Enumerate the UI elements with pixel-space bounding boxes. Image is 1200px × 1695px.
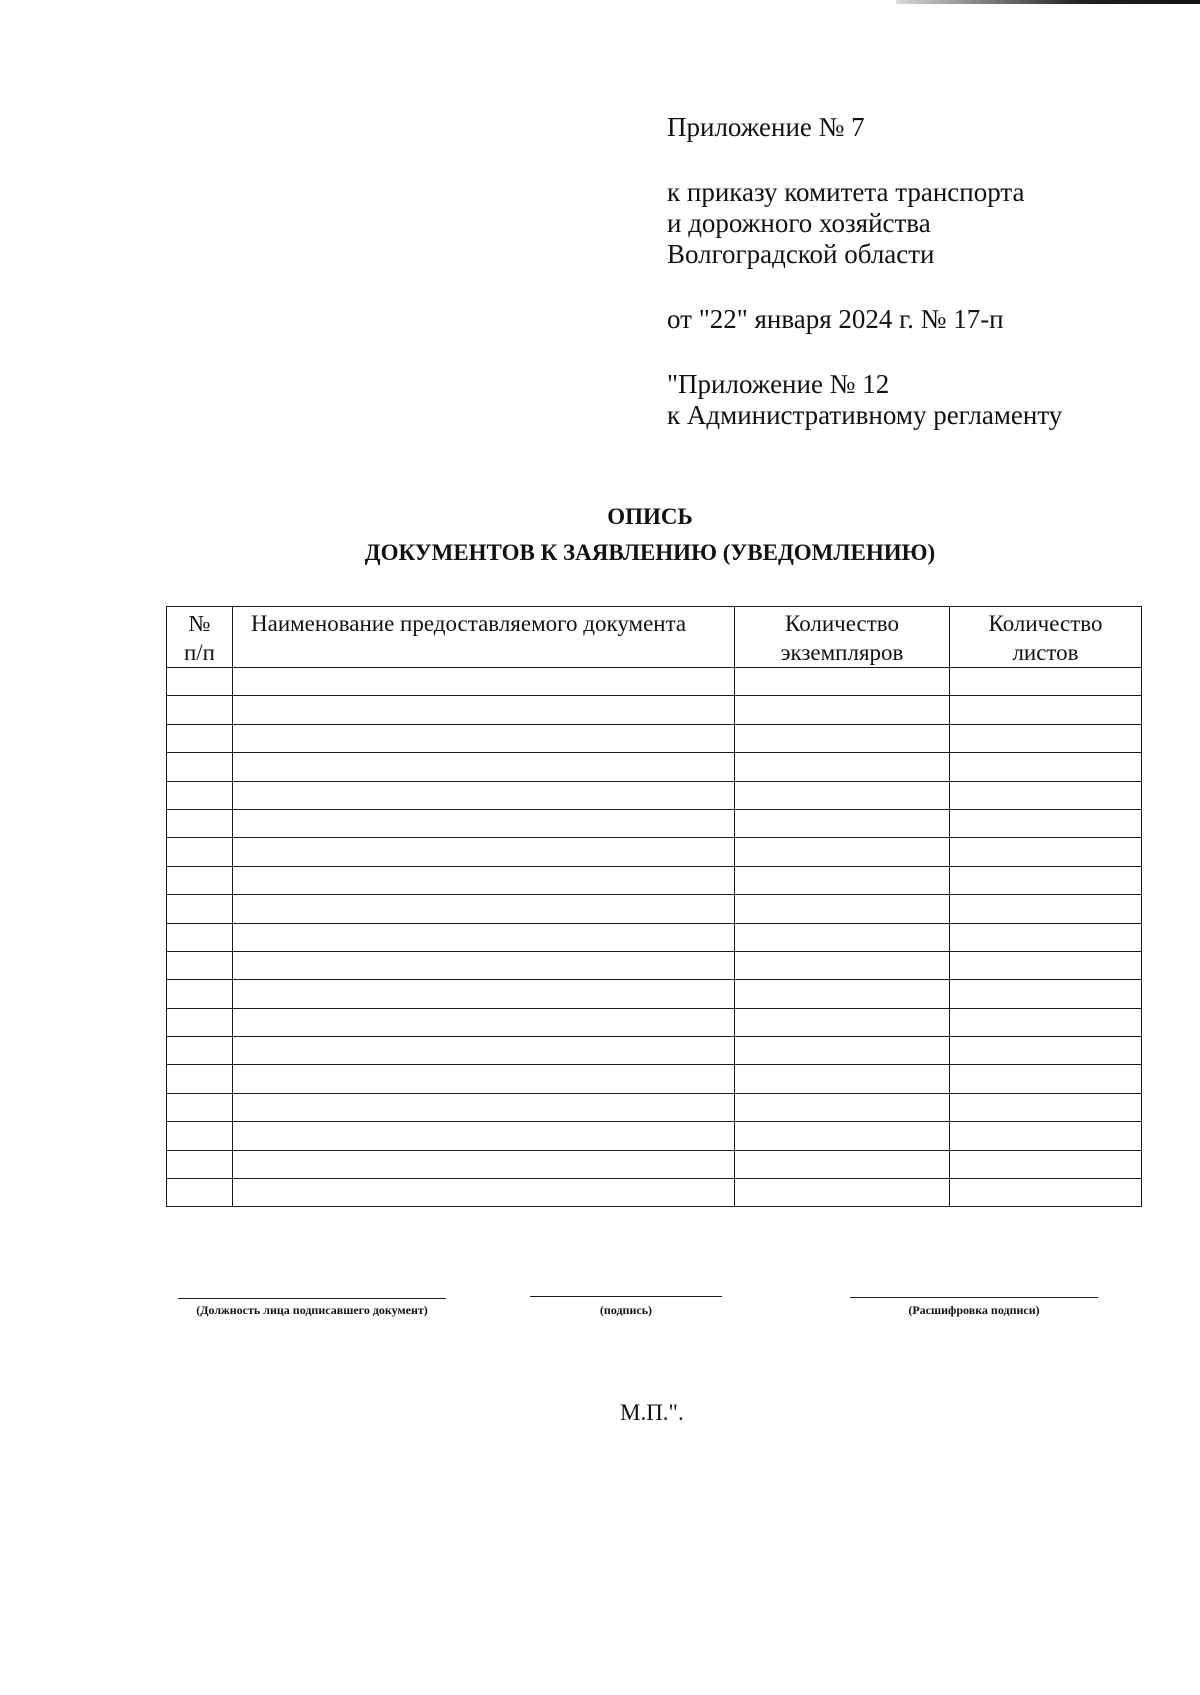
cell-sheets[interactable]: [950, 1179, 1142, 1207]
cell-sheets[interactable]: [950, 781, 1142, 809]
table-row: [167, 809, 1142, 837]
column-header-number-line2: п/п: [183, 640, 215, 665]
cell-document-name[interactable]: [233, 866, 735, 894]
column-header-document-name: [233, 607, 735, 668]
cell-number[interactable]: [167, 809, 233, 837]
cell-number[interactable]: [167, 1037, 233, 1065]
cell-sheets[interactable]: [950, 724, 1142, 752]
cell-number[interactable]: [167, 838, 233, 866]
column-header-sheets-line2: листов: [1012, 640, 1079, 665]
order-line-2: и дорожного хозяйства: [667, 208, 931, 238]
cell-document-name[interactable]: [233, 923, 735, 951]
cell-sheets[interactable]: [950, 1037, 1142, 1065]
signature-line[interactable]: [530, 1296, 722, 1297]
table-row: [167, 1037, 1142, 1065]
table-row: [167, 1179, 1142, 1207]
table-row: [167, 838, 1142, 866]
scan-edge-mark: [896, 0, 1200, 4]
cell-copies[interactable]: [735, 724, 950, 752]
regulation-line-1: "Приложение № 12: [667, 369, 890, 399]
cell-document-name[interactable]: [233, 1037, 735, 1065]
cell-number[interactable]: [167, 923, 233, 951]
column-header-document-name-text: Наименование предоставляемого документа: [251, 611, 687, 636]
cell-sheets[interactable]: [950, 895, 1142, 923]
cell-document-name[interactable]: [233, 724, 735, 752]
decoding-signature-line[interactable]: [850, 1297, 1098, 1298]
cell-sheets[interactable]: [950, 923, 1142, 951]
table-row: [167, 951, 1142, 979]
cell-copies[interactable]: [735, 980, 950, 1008]
position-signature-line[interactable]: [178, 1298, 446, 1299]
order-line-1: к приказу комитета транспорта: [667, 177, 1025, 207]
cell-copies[interactable]: [735, 866, 950, 894]
cell-sheets[interactable]: [950, 1150, 1142, 1178]
cell-sheets[interactable]: [950, 668, 1142, 696]
cell-sheets[interactable]: [950, 1093, 1142, 1121]
cell-sheets[interactable]: [950, 809, 1142, 837]
cell-copies[interactable]: [735, 1122, 950, 1150]
documents-table: [166, 606, 1142, 1207]
table-row: [167, 1008, 1142, 1036]
table-body: [167, 668, 1142, 1207]
cell-copies[interactable]: [735, 923, 950, 951]
table-row: [167, 866, 1142, 894]
column-header-copies: [735, 607, 950, 668]
column-header-sheets-line1: Количество: [988, 611, 1103, 636]
cell-copies[interactable]: [735, 753, 950, 781]
cell-number[interactable]: [167, 724, 233, 752]
cell-document-name[interactable]: [233, 838, 735, 866]
table-row: [167, 724, 1142, 752]
table-row: [167, 1065, 1142, 1093]
cell-sheets[interactable]: [950, 980, 1142, 1008]
table-header-row: [167, 607, 1142, 668]
document-title: ОПИСЬ: [607, 504, 693, 529]
column-header-sheets: [950, 607, 1142, 668]
cell-document-name[interactable]: [233, 895, 735, 923]
cell-number[interactable]: [167, 753, 233, 781]
cell-sheets[interactable]: [950, 1122, 1142, 1150]
cell-copies[interactable]: [735, 809, 950, 837]
cell-sheets[interactable]: [950, 838, 1142, 866]
cell-document-name[interactable]: [233, 1122, 735, 1150]
cell-document-name[interactable]: [233, 781, 735, 809]
order-line-3: Волгоградской области: [667, 239, 935, 269]
cell-copies[interactable]: [735, 951, 950, 979]
cell-sheets[interactable]: [950, 696, 1142, 724]
signature-caption: (подпись): [599, 1303, 653, 1317]
column-header-number: [167, 607, 233, 668]
cell-number[interactable]: [167, 1179, 233, 1207]
cell-number[interactable]: [167, 696, 233, 724]
cell-sheets[interactable]: [950, 866, 1142, 894]
column-header-number-line1: №: [188, 611, 211, 636]
table-row: [167, 696, 1142, 724]
cell-copies[interactable]: [735, 895, 950, 923]
cell-copies[interactable]: [735, 668, 950, 696]
cell-sheets[interactable]: [950, 1065, 1142, 1093]
cell-sheets[interactable]: [950, 951, 1142, 979]
cell-sheets[interactable]: [950, 753, 1142, 781]
cell-number[interactable]: [167, 1065, 233, 1093]
appendix-header: [667, 112, 1187, 431]
appendix-number: Приложение № 7: [667, 112, 865, 142]
cell-copies[interactable]: [735, 1150, 950, 1178]
cell-document-name[interactable]: [233, 1179, 735, 1207]
table-row: [167, 895, 1142, 923]
table-row: [167, 668, 1142, 696]
cell-copies[interactable]: [735, 1093, 950, 1121]
cell-copies[interactable]: [735, 1008, 950, 1036]
cell-number[interactable]: [167, 951, 233, 979]
cell-number[interactable]: [167, 895, 233, 923]
order-date: от "22" января 2024 г. № 17-п: [667, 304, 1004, 334]
cell-document-name[interactable]: [233, 696, 735, 724]
position-caption: (Должность лица подписавшего документ): [196, 1303, 428, 1317]
column-header-copies-line1: Количество: [785, 611, 899, 636]
cell-number[interactable]: [167, 1093, 233, 1121]
cell-number[interactable]: [167, 668, 233, 696]
cell-document-name[interactable]: [233, 951, 735, 979]
cell-copies[interactable]: [735, 696, 950, 724]
cell-document-name[interactable]: [233, 668, 735, 696]
table-row: [167, 980, 1142, 1008]
cell-document-name[interactable]: [233, 753, 735, 781]
cell-number[interactable]: [167, 781, 233, 809]
cell-sheets[interactable]: [950, 1008, 1142, 1036]
table-row: [167, 753, 1142, 781]
table-row: [167, 1093, 1142, 1121]
cell-number[interactable]: [167, 866, 233, 894]
cell-number[interactable]: [167, 980, 233, 1008]
table-row: [167, 1122, 1142, 1150]
cell-document-name[interactable]: [233, 1008, 735, 1036]
stamp-place: М.П.".: [620, 1400, 684, 1425]
cell-copies[interactable]: [735, 1037, 950, 1065]
table-row: [167, 923, 1142, 951]
cell-document-name[interactable]: [233, 980, 735, 1008]
cell-copies[interactable]: [735, 838, 950, 866]
cell-copies[interactable]: [735, 1065, 950, 1093]
table-row: [167, 1150, 1142, 1178]
table-row: [167, 781, 1142, 809]
document-subtitle: ДОКУМЕНТОВ К ЗАЯВЛЕНИЮ (УВЕДОМЛЕНИЮ): [364, 540, 936, 565]
cell-document-name[interactable]: [233, 1150, 735, 1178]
decoding-caption: (Расшифровка подписи): [908, 1303, 1040, 1317]
cell-document-name[interactable]: [233, 809, 735, 837]
cell-copies[interactable]: [735, 781, 950, 809]
column-header-copies-line2: экземпляров: [780, 640, 904, 665]
regulation-line-2: к Административному регламенту: [667, 400, 1063, 430]
cell-number[interactable]: [167, 1008, 233, 1036]
cell-number[interactable]: [167, 1122, 233, 1150]
cell-copies[interactable]: [735, 1179, 950, 1207]
cell-number[interactable]: [167, 1150, 233, 1178]
cell-document-name[interactable]: [233, 1093, 735, 1121]
cell-document-name[interactable]: [233, 1065, 735, 1093]
